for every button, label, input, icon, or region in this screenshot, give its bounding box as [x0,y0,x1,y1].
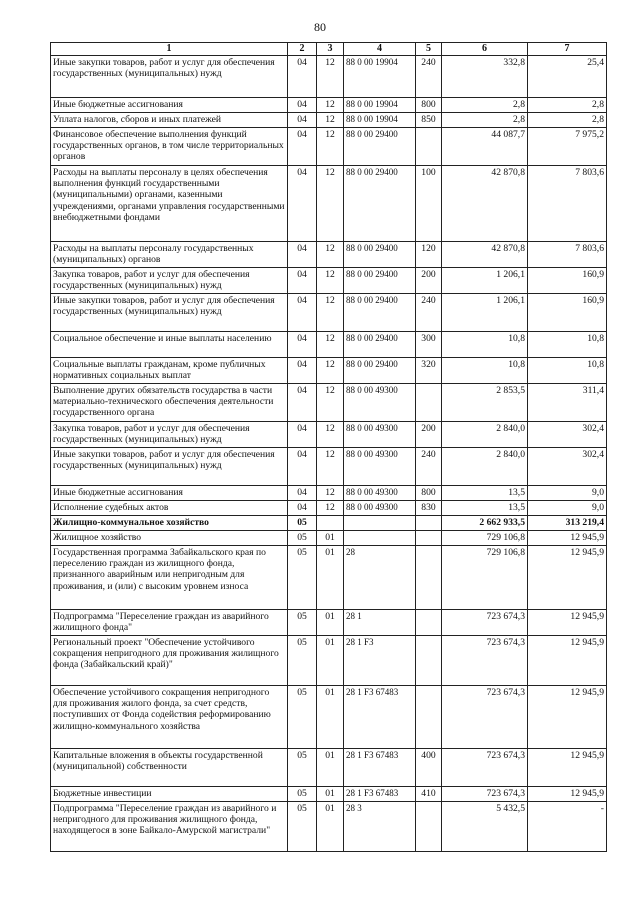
row-amount-second: 12 945,9 [528,530,607,545]
row-target-article: 88 0 00 29400 [344,357,416,383]
row-name: Закупка товаров, работ и услуг для обеспечения государственных (муниципальных) нужд [51,421,288,447]
row-amount-second: 7 803,6 [528,241,607,267]
row-section: 04 [288,267,317,293]
table-row [51,447,607,485]
row-target-article: 88 0 00 49300 [344,485,416,500]
row-amount-second: 10,8 [528,357,607,383]
row-amount-total: 13,5 [442,500,528,515]
row-section: 04 [288,421,317,447]
row-subsection: 01 [317,685,344,748]
column-header: 1 [51,43,288,56]
column-header: 5 [416,43,442,56]
row-name: Социальные выплаты гражданам, кроме публичных нормативных социальных выплат [51,357,288,383]
row-subsection: 01 [317,609,344,635]
row-subsection: 12 [317,357,344,383]
table-row [51,357,607,383]
row-name: Подпрограмма "Переселение граждан из аварийного жилищного фонда" [51,609,288,635]
column-header: 4 [344,43,416,56]
row-amount-second: 9,0 [528,500,607,515]
row-subsection [317,515,344,530]
row-expense-type: 240 [416,447,442,485]
row-section: 04 [288,112,317,127]
column-header: 7 [528,43,607,56]
table-row [51,801,607,851]
table-row [51,685,607,748]
row-target-article: 88 0 00 29400 [344,241,416,267]
row-amount-second: 7 975,2 [528,127,607,165]
row-amount-second: - [528,801,607,851]
row-section: 05 [288,685,317,748]
row-name: Исполнение судебных актов [51,500,288,515]
row-amount-second: 10,8 [528,331,607,357]
row-amount-total: 1 206,1 [442,267,528,293]
row-subsection: 01 [317,786,344,801]
table-row [51,97,607,112]
row-target-article: 88 0 00 19904 [344,55,416,97]
row-name: Иные бюджетные ассигнования [51,485,288,500]
row-name: Иные бюджетные ассигнования [51,97,288,112]
row-section: 04 [288,485,317,500]
row-name: Выполнение других обязательств государства в части материально-технического обеспечения деятельности государственного органа [51,383,288,421]
row-expense-type: 800 [416,97,442,112]
row-target-article [344,530,416,545]
row-amount-second: 12 945,9 [528,748,607,786]
row-amount-total: 42 870,8 [442,241,528,267]
row-expense-type [416,383,442,421]
row-amount-total: 2 662 933,5 [442,515,528,530]
row-subsection: 01 [317,635,344,685]
row-amount-second: 302,4 [528,447,607,485]
row-amount-total: 2,8 [442,112,528,127]
table-row [51,241,607,267]
row-name: Иные закупки товаров, работ и услуг для обеспечения государственных (муниципальных) нужд [51,447,288,485]
table-row [51,500,607,515]
row-subsection: 12 [317,485,344,500]
row-name: Жилищно-коммунальное хозяйство [51,515,288,530]
row-target-article: 88 0 00 49300 [344,421,416,447]
table-row [51,609,607,635]
row-amount-second: 2,8 [528,97,607,112]
row-expense-type [416,801,442,851]
row-section: 05 [288,786,317,801]
row-name: Уплата налогов, сборов и иных платежей [51,112,288,127]
table-row [51,267,607,293]
row-target-article [344,515,416,530]
row-section: 04 [288,55,317,97]
row-section: 05 [288,748,317,786]
row-amount-total: 332,8 [442,55,528,97]
table-row [51,421,607,447]
table-row [51,165,607,241]
row-expense-type [416,127,442,165]
row-target-article: 28 1 F3 [344,635,416,685]
row-subsection: 12 [317,331,344,357]
row-expense-type: 120 [416,241,442,267]
table-row [51,485,607,500]
row-name: Финансовое обеспечение выполнения функций государственных органов, в том числе территориальных органов [51,127,288,165]
row-name: Подпрограмма "Переселение граждан из аварийного и непригодного для проживания жилищного фонда, находящегося в зоне Байкало-Амурской магистрали" [51,801,288,851]
row-subsection: 12 [317,267,344,293]
row-section: 04 [288,500,317,515]
row-section: 04 [288,331,317,357]
row-target-article: 88 0 00 29400 [344,331,416,357]
row-target-article: 88 0 00 49300 [344,500,416,515]
row-amount-total: 10,8 [442,357,528,383]
row-section: 04 [288,127,317,165]
row-section: 04 [288,241,317,267]
row-name: Иные закупки товаров, работ и услуг для обеспечения государственных (муниципальных) нужд [51,55,288,97]
row-name: Обеспечение устойчивого сокращения непригодного для проживания жилого фонда, за счет средств, поступивших от Фонда содействия реформированию жилищно-коммунального хозяйства [51,685,288,748]
row-target-article: 28 1 F3 67483 [344,786,416,801]
table-row [51,530,607,545]
budget-table [50,42,607,852]
row-amount-second: 25,4 [528,55,607,97]
row-amount-total: 2 840,0 [442,447,528,485]
table-row [51,635,607,685]
row-expense-type [416,515,442,530]
row-name: Расходы на выплаты персоналу в целях обеспечения выполнения функций государственными (муниципальными) органами, казенными учреждениями, органами управления государственными внебюджетными фондами [51,165,288,241]
column-header: 6 [442,43,528,56]
row-subsection: 12 [317,241,344,267]
row-expense-type: 320 [416,357,442,383]
row-subsection: 01 [317,748,344,786]
row-subsection: 12 [317,97,344,112]
row-section: 04 [288,357,317,383]
row-expense-type [416,609,442,635]
row-expense-type: 100 [416,165,442,241]
row-subsection: 12 [317,500,344,515]
row-subsection: 12 [317,421,344,447]
row-section: 05 [288,801,317,851]
column-header: 2 [288,43,317,56]
row-amount-second: 9,0 [528,485,607,500]
row-amount-second: 311,4 [528,383,607,421]
row-amount-second: 7 803,6 [528,165,607,241]
row-amount-second: 12 945,9 [528,635,607,685]
row-amount-total: 42 870,8 [442,165,528,241]
row-section: 05 [288,545,317,609]
row-section: 04 [288,293,317,331]
row-name: Социальное обеспечение и иные выплаты населению [51,331,288,357]
table-row [51,545,607,609]
row-amount-second: 12 945,9 [528,786,607,801]
row-amount-total: 2,8 [442,97,528,112]
table-row [51,293,607,331]
row-expense-type: 800 [416,485,442,500]
row-expense-type: 400 [416,748,442,786]
row-amount-total: 723 674,3 [442,786,528,801]
row-section: 04 [288,447,317,485]
row-amount-second: 12 945,9 [528,609,607,635]
row-amount-total: 1 206,1 [442,293,528,331]
row-amount-second: 313 219,4 [528,515,607,530]
table-row [51,748,607,786]
row-target-article: 88 0 00 29400 [344,267,416,293]
table-row [51,112,607,127]
row-name: Расходы на выплаты персоналу государственных (муниципальных) органов [51,241,288,267]
row-name: Капитальные вложения в объекты государственной (муниципальной) собственности [51,748,288,786]
row-name: Бюджетные инвестиции [51,786,288,801]
row-target-article: 28 1 [344,609,416,635]
page-number: 80 [314,20,326,34]
row-expense-type: 410 [416,786,442,801]
row-expense-type [416,545,442,609]
row-subsection: 12 [317,383,344,421]
row-amount-second: 160,9 [528,267,607,293]
row-target-article: 88 0 00 29400 [344,165,416,241]
row-subsection: 12 [317,127,344,165]
row-target-article: 88 0 00 29400 [344,127,416,165]
row-name: Региональный проект "Обеспечение устойчивого сокращения непригодного для проживания жилищного фонда (Забайкальский край)" [51,635,288,685]
row-section: 05 [288,609,317,635]
table-row [51,383,607,421]
row-amount-total: 729 106,8 [442,545,528,609]
row-amount-second: 160,9 [528,293,607,331]
row-target-article: 88 0 00 29400 [344,293,416,331]
row-amount-second: 302,4 [528,421,607,447]
row-subsection: 12 [317,55,344,97]
row-amount-total: 10,8 [442,331,528,357]
row-name: Иные закупки товаров, работ и услуг для обеспечения государственных (муниципальных) нужд [51,293,288,331]
row-expense-type: 240 [416,293,442,331]
row-target-article: 88 0 00 19904 [344,112,416,127]
row-expense-type [416,685,442,748]
row-subsection: 01 [317,545,344,609]
row-section: 05 [288,515,317,530]
row-amount-total: 723 674,3 [442,635,528,685]
row-name: Закупка товаров, работ и услуг для обеспечения государственных (муниципальных) нужд [51,267,288,293]
column-header: 3 [317,43,344,56]
row-subsection: 12 [317,293,344,331]
row-amount-second: 12 945,9 [528,545,607,609]
row-amount-total: 2 840,0 [442,421,528,447]
row-amount-total: 2 853,5 [442,383,528,421]
row-name: Жилищное хозяйство [51,530,288,545]
row-amount-total: 5 432,5 [442,801,528,851]
row-expense-type [416,635,442,685]
row-amount-second: 2,8 [528,112,607,127]
row-target-article: 28 [344,545,416,609]
row-subsection: 12 [317,165,344,241]
table-row [51,55,607,97]
row-expense-type [416,530,442,545]
row-amount-total: 723 674,3 [442,748,528,786]
row-target-article: 28 1 F3 67483 [344,685,416,748]
row-name: Государственная программа Забайкальского края по переселению граждан из жилищного фонда, признанного аварийным или непригодным для проживания, и (или) с высоким уровнем износа [51,545,288,609]
row-amount-total: 44 087,7 [442,127,528,165]
row-subsection: 01 [317,530,344,545]
row-target-article: 88 0 00 49300 [344,447,416,485]
table-row [51,331,607,357]
row-section: 04 [288,97,317,112]
row-expense-type: 240 [416,55,442,97]
row-subsection: 12 [317,447,344,485]
row-section: 04 [288,383,317,421]
table-row [51,515,607,530]
row-section: 05 [288,635,317,685]
row-amount-total: 723 674,3 [442,685,528,748]
row-target-article: 28 3 [344,801,416,851]
row-amount-total: 729 106,8 [442,530,528,545]
row-amount-total: 13,5 [442,485,528,500]
row-expense-type: 300 [416,331,442,357]
table-row [51,127,607,165]
row-section: 04 [288,165,317,241]
row-subsection: 01 [317,801,344,851]
row-amount-total: 723 674,3 [442,609,528,635]
row-expense-type: 830 [416,500,442,515]
row-expense-type: 850 [416,112,442,127]
row-expense-type: 200 [416,421,442,447]
table-header-row [51,43,607,56]
row-target-article: 28 1 F3 67483 [344,748,416,786]
row-target-article: 88 0 00 19904 [344,97,416,112]
row-amount-second: 12 945,9 [528,685,607,748]
row-section: 05 [288,530,317,545]
row-subsection: 12 [317,112,344,127]
table-row [51,786,607,801]
row-target-article: 88 0 00 49300 [344,383,416,421]
row-expense-type: 200 [416,267,442,293]
